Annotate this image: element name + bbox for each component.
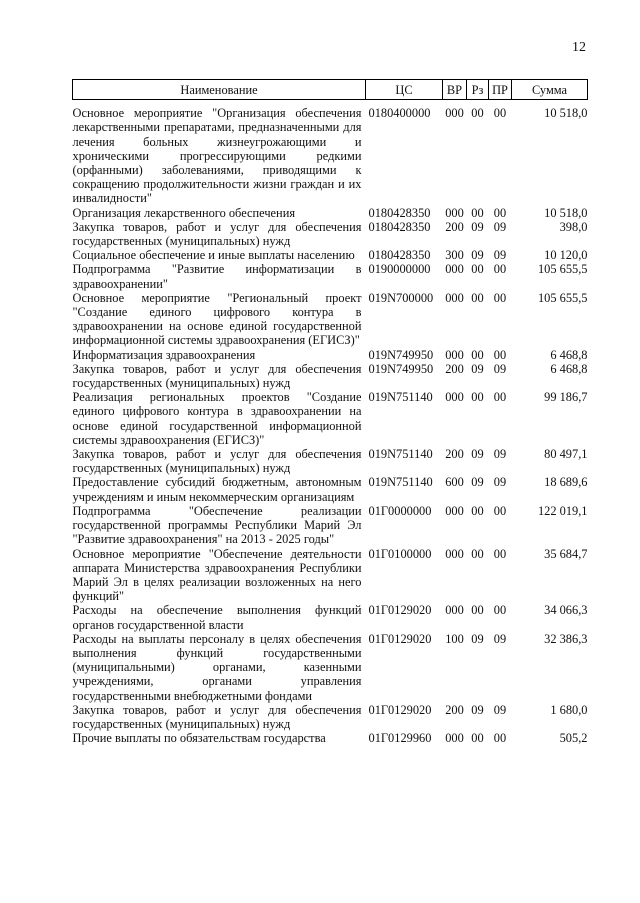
row-rz: 00 [471,290,484,305]
row-pr: 00 [493,546,507,561]
row-pr: 09 [493,447,507,462]
row-cs: 0190000000 [368,262,431,277]
row-name: Предоставление субсидий бюджетным, автономным учреждениям и иным некоммерческим организациям [72,475,362,504]
row-rz: 00 [471,546,484,561]
table-row [73,248,588,262]
table-row [73,475,588,503]
row-cs: 019N751140 [368,390,433,405]
table-row [73,291,588,348]
row-name: Социальное обеспечение и иные выплаты населению [72,248,355,263]
row-sum: 10 518,0 [544,205,588,220]
row-sum: 80 497,1 [544,447,588,462]
row-vr: 000 [445,503,464,518]
row-vr: 300 [445,248,464,263]
table-row [73,447,588,475]
row-name: Информатизация здравоохранения [72,347,256,362]
row-vr: 200 [445,361,464,376]
row-sum: 32 386,3 [544,631,588,646]
row-vr: 000 [445,731,464,746]
row-rz: 00 [471,262,484,277]
header-vr: ВР [443,80,467,100]
row-rz: 00 [471,731,484,746]
table-row [73,362,588,390]
table-row [73,632,588,703]
row-name: Основное мероприятие "Организация обеспечения лекарственными препаратами, предназначенными для лечения больных жизнеугрожающими и хроническими прогрессирующими редкими (орфанными) заболеваниями, приводящими к сокращению продолжительности жизни граждан и их инвалидности" [72,106,362,206]
row-vr: 200 [445,219,464,234]
header-name: Наименование [73,80,366,100]
row-cs: 019N749950 [368,347,434,362]
row-name: Подпрограмма "Обеспечение реализации государственной программы Республики Марий Эл "Развитие здравоохранения" на 2013 - 2025 годы" [72,503,362,547]
row-pr: 09 [493,631,507,646]
row-rz: 09 [471,447,484,462]
row-cs: 01Г0100000 [368,546,432,561]
row-name: Расходы на обеспечение выполнения функций органов государственной власти [72,603,362,632]
row-cs: 019N700000 [368,290,434,305]
table-row [73,703,588,731]
table-row [73,348,588,362]
row-sum: 105 655,5 [537,290,588,305]
budget-table [72,79,588,745]
budget-table-container [72,79,587,745]
row-vr: 000 [445,603,464,618]
row-sum: 6 468,8 [550,361,588,376]
row-rz: 09 [471,219,484,234]
row-sum: 6 468,8 [550,347,588,362]
table-body [73,100,588,746]
row-cs: 01Г0000000 [368,503,432,518]
row-sum: 99 186,7 [544,390,588,405]
row-rz: 00 [471,603,484,618]
row-sum: 1 680,0 [550,702,588,717]
row-rz: 00 [471,205,484,220]
row-sum: 122 019,1 [537,503,588,518]
row-sum: 505,2 [559,731,588,746]
table-row [73,731,588,745]
row-pr: 00 [493,603,507,618]
row-pr: 09 [493,361,507,376]
row-sum: 35 684,7 [544,546,588,561]
row-pr: 00 [493,106,507,121]
row-pr: 09 [493,702,507,717]
row-name: Закупка товаров, работ и услуг для обеспечения государственных (муниципальных) нужд [72,447,362,476]
row-pr: 00 [493,205,507,220]
row-cs: 01Г0129020 [368,631,432,646]
row-cs: 0180428350 [368,205,431,220]
row-name: Закупка товаров, работ и услуг для обеспечения государственных (муниципальных) нужд [72,219,362,249]
header-pr: ПР [489,80,512,100]
row-name: Организация лекарственного обеспечения [72,205,296,220]
row-name: Основное мероприятие "Обеспечение деятельности аппарата Министерства здравоохранения Республики Марий Эл в целях реализации возложенных на него функций" [72,546,362,604]
row-pr: 00 [493,503,507,518]
row-pr: 00 [493,390,507,405]
row-cs: 019N751140 [368,475,433,490]
row-rz: 00 [471,106,484,121]
row-rz: 00 [471,503,484,518]
row-pr: 00 [493,347,507,362]
row-cs: 0180428350 [368,219,431,234]
row-sum: 105 655,5 [537,262,588,277]
row-sum: 10 518,0 [544,106,588,121]
row-cs: 019N749950 [368,361,434,376]
table-row [73,547,588,604]
row-cs: 01Г0129020 [368,603,432,618]
row-cs: 0180400000 [368,106,431,121]
row-name: Закупка товаров, работ и услуг для обеспечения государственных (муниципальных) нужд [72,361,362,391]
row-cs: 01Г0129020 [368,702,432,717]
row-name: Прочие выплаты по обязательствам государства [72,731,326,746]
row-sum: 34 066,3 [544,603,588,618]
row-pr: 09 [493,475,507,490]
header-sum: Сумма [512,80,588,100]
table-row [73,106,588,205]
row-sum: 18 689,6 [544,475,588,490]
row-sum: 398,0 [559,219,588,234]
row-vr: 000 [445,546,464,561]
row-sum: 10 120,0 [544,248,588,263]
table-row [73,220,588,248]
row-rz: 09 [471,361,484,376]
row-vr: 000 [445,290,464,305]
row-cs: 019N751140 [368,447,433,462]
page-number: 12 [572,40,586,55]
row-name: Подпрограмма "Развитие информатизации в здравоохранении" [72,262,362,291]
row-rz: 00 [471,347,484,362]
row-rz: 09 [471,248,484,263]
row-cs: 0180428350 [368,248,431,263]
row-name: Расходы на выплаты персоналу в целях обеспечения выполнения функций государственными (муниципальными) органами, казенными учреждениями, органами управления государственными внебюджетными фондами [72,631,362,703]
row-vr: 100 [445,631,464,646]
table-header-row [73,80,588,100]
row-vr: 000 [445,205,464,220]
row-cs: 01Г0129960 [368,731,432,746]
row-vr: 200 [445,702,464,717]
table-row [73,504,588,547]
table-row [73,603,588,631]
header-rz: Рз [467,80,489,100]
row-vr: 600 [445,475,464,490]
row-vr: 000 [445,262,464,277]
row-vr: 000 [445,347,464,362]
row-rz: 00 [471,390,484,405]
row-rz: 09 [471,475,484,490]
row-pr: 09 [493,248,507,263]
row-rz: 09 [471,631,484,646]
row-vr: 200 [445,447,464,462]
row-pr: 00 [493,290,507,305]
row-name: Основное мероприятие "Региональный проект "Создание единого цифрового контура в здравоохранении на основе единой государственной информационной системы здравоохранения (ЕГИСЗ)" [72,290,362,348]
row-vr: 000 [445,106,464,121]
row-pr: 00 [493,731,507,746]
row-rz: 09 [471,702,484,717]
row-pr: 00 [493,262,507,277]
row-name: Реализация региональных проектов "Создание единого цифрового контура в здравоохранении на основе единой государственной информационной системы здравоохранения (ЕГИСЗ)" [72,390,362,447]
row-pr: 09 [493,219,507,234]
header-cs: ЦС [366,80,443,100]
row-vr: 000 [445,390,464,405]
table-row [73,390,588,447]
row-name: Закупка товаров, работ и услуг для обеспечения государственных (муниципальных) нужд [72,702,362,731]
table-row [73,206,588,220]
table-row [73,262,588,290]
